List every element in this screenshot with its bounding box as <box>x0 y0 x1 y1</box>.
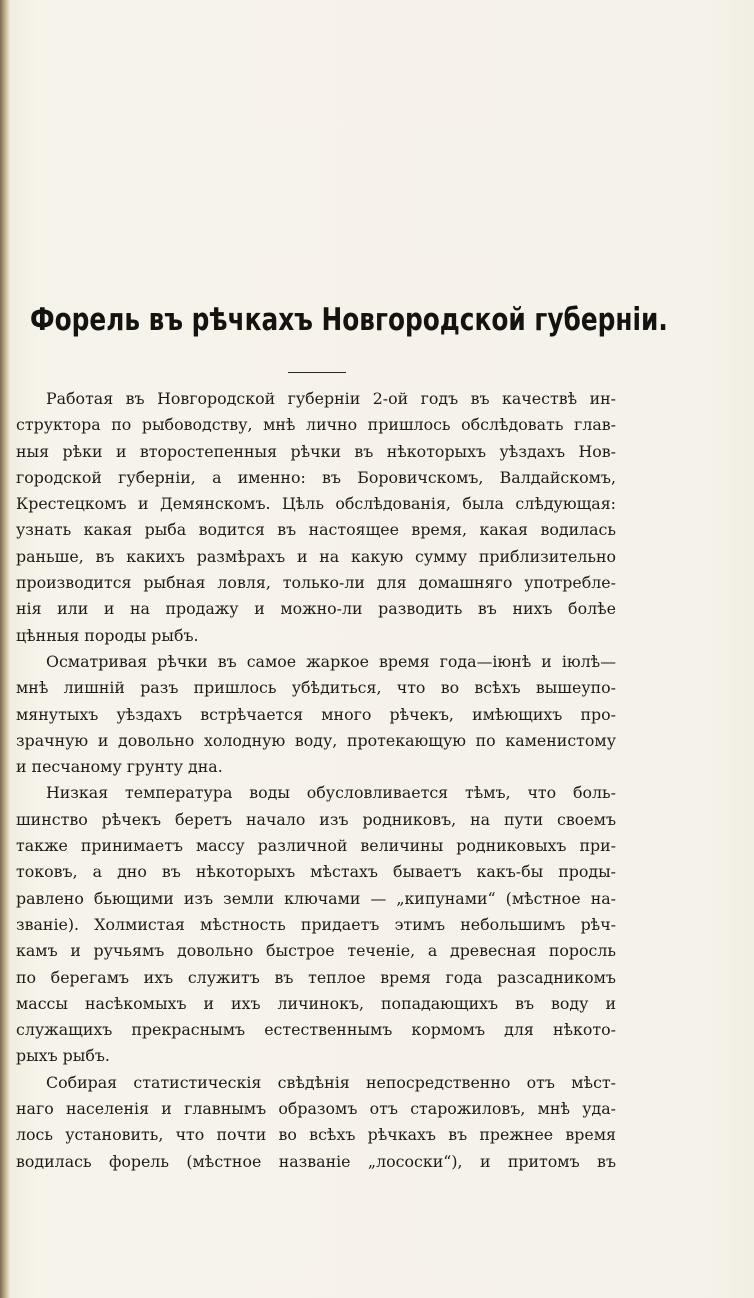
text-line: лось установить, что почти во всѣхъ рѣчкахъ въ прежнее время <box>16 1125 616 1145</box>
text-line: мянутыхъ уѣздахъ встрѣчается много рѣчекъ, имѣющихъ про- <box>16 704 616 724</box>
title-divider <box>288 372 346 373</box>
text-line: и песчаному грунту дна. <box>16 757 223 777</box>
text-line: токовъ, а дно въ нѣкоторыхъ мѣстахъ бываетъ какъ-бы проды- <box>16 862 616 882</box>
text-line: зрачную и довольно холодную воду, протекающую по каменистому <box>16 730 616 750</box>
text-line: ныя рѣки и второстепенныя рѣчки въ нѣкоторыхъ уѣздахъ Нов- <box>16 441 616 461</box>
text-line: по берегамъ ихъ служитъ въ теплое время года разсадникомъ <box>16 967 616 987</box>
text-line: равлено бьющими изъ земли ключами — „кипунами“ (мѣстное на- <box>16 888 616 908</box>
text-line: наго населенія и главнымъ образомъ отъ старожиловъ, мнѣ уда- <box>16 1099 616 1119</box>
text-line: городской губерніи, а именно: въ Боровичскомъ, Валдайскомъ, <box>16 467 616 487</box>
text-line: также принимаетъ массу различной величины родниковыхъ при- <box>16 836 616 856</box>
text-line: раньше, въ какихъ размѣрахъ и на какую сумму приблизительно <box>16 546 616 566</box>
text-line: камъ и ручьямъ довольно быстрое теченіе, а древесная поросль <box>16 941 616 961</box>
text-line: узнать какая рыба водится въ настоящее время, какая водилась <box>16 520 616 540</box>
text-line: званіе). Холмистая мѣстность придаетъ этимъ небольшимъ рѣч- <box>16 914 616 934</box>
text-line: структора по рыбоводству, мнѣ лично пришлось обслѣдовать глав- <box>16 415 616 435</box>
text-line: Собирая статистическія свѣдѣнія непосредственно отъ мѣст- <box>46 1072 616 1092</box>
page-title: Форель въ рѣчкахъ Новгородской губерніи. <box>30 302 668 338</box>
text-line: Крестецкомъ и Демянскомъ. Цѣль обслѣдованія, была слѣдующая: <box>16 494 616 514</box>
article-body <box>16 386 616 1175</box>
text-line: Низкая температура воды обусловливается тѣмъ, что боль- <box>46 783 616 803</box>
text-line: цѣнныя породы рыбъ. <box>16 625 199 645</box>
text-line: производится рыбная ловля, только-ли для домашняго употребле- <box>16 573 616 593</box>
text-line: нія или и на продажу и можно-ли разводить въ нихъ болѣе <box>16 599 616 619</box>
text-line: Работая въ Новгородской губерніи 2-ой годъ въ качествѣ ин- <box>46 389 616 408</box>
text-line: шинство рѣчекъ беретъ начало изъ родниковъ, на пути своемъ <box>16 809 616 829</box>
text-line: рыхъ рыбъ. <box>16 1046 110 1066</box>
text-line: массы насѣкомыхъ и ихъ личинокъ, попадающихъ въ воду и <box>16 993 616 1013</box>
page-binding-edge <box>0 0 10 1298</box>
text-line: водилась форель (мѣстное названіе „лососки“), и притомъ въ <box>16 1151 616 1171</box>
text-line: служащихъ прекраснымъ естественнымъ кормомъ для нѣкото- <box>16 1020 616 1040</box>
text-line: Осматривая рѣчки въ самое жаркое время года—іюнѣ и іюлѣ— <box>46 651 616 671</box>
text-line: мнѣ лишній разъ пришлось убѣдиться, что во всѣхъ вышеупо- <box>16 678 616 698</box>
